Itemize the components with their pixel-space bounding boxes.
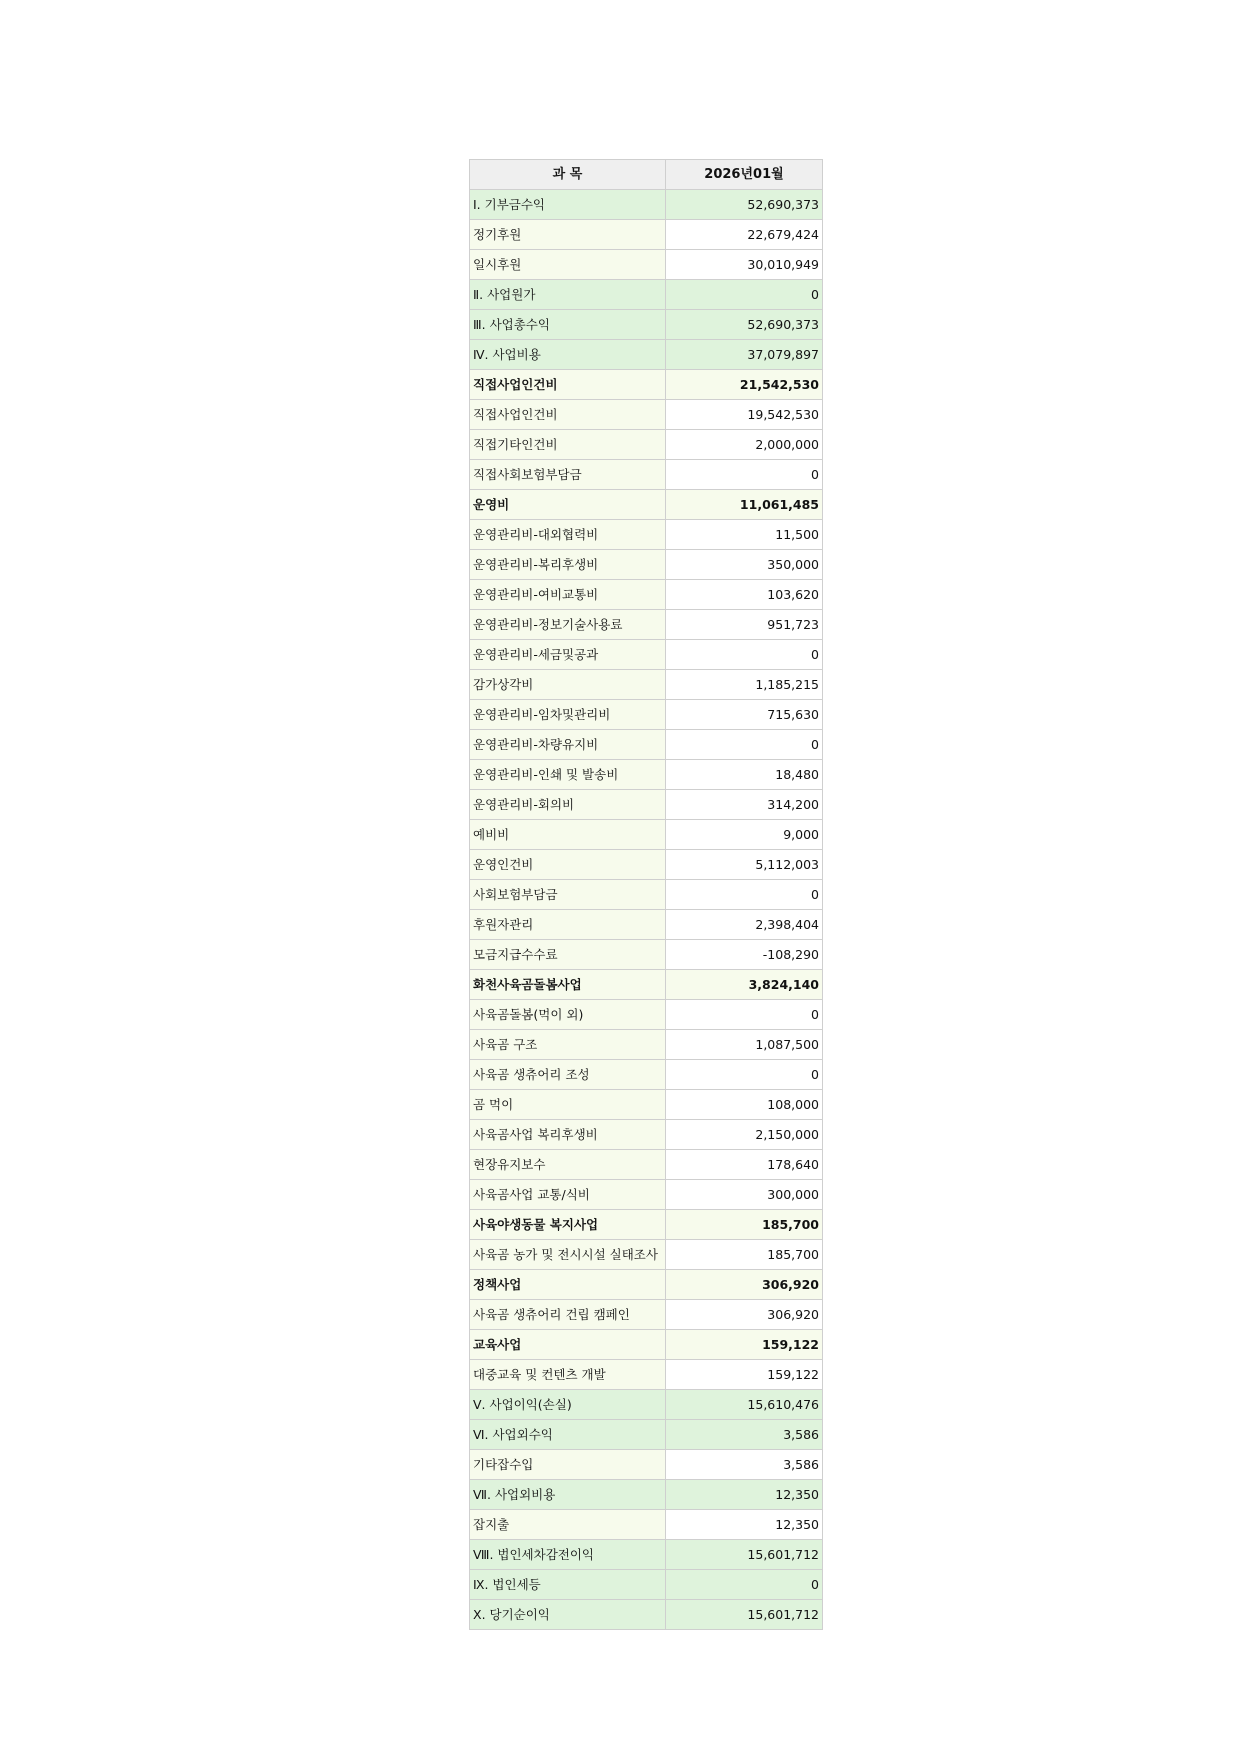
table-row xyxy=(470,1570,823,1600)
account-amount: 108,000 xyxy=(666,1090,823,1120)
table-row xyxy=(470,550,823,580)
account-label: 일시후원 xyxy=(470,250,666,280)
account-amount: 0 xyxy=(666,1000,823,1030)
table-row xyxy=(470,280,823,310)
account-label: 정기후원 xyxy=(470,220,666,250)
account-amount: 314,200 xyxy=(666,790,823,820)
table-row xyxy=(470,1450,823,1480)
header-account: 과 목 xyxy=(470,160,666,190)
account-label: 직접사업인건비 xyxy=(470,370,666,400)
account-label: Ⅸ. 법인세등 xyxy=(470,1570,666,1600)
table-row xyxy=(470,1210,823,1240)
account-label: 운영관리비-임차및관리비 xyxy=(470,700,666,730)
table-row xyxy=(470,1030,823,1060)
table-row xyxy=(470,1180,823,1210)
account-label: 운영관리비-여비교통비 xyxy=(470,580,666,610)
table-row xyxy=(470,820,823,850)
account-amount: 2,150,000 xyxy=(666,1120,823,1150)
account-label: Ⅹ. 당기순이익 xyxy=(470,1600,666,1630)
table-row xyxy=(470,1120,823,1150)
account-label: 현장유지보수 xyxy=(470,1150,666,1180)
account-amount: 159,122 xyxy=(666,1360,823,1390)
account-label: 운영관리비-인쇄 및 발송비 xyxy=(470,760,666,790)
account-amount: 21,542,530 xyxy=(666,370,823,400)
table-row xyxy=(470,190,823,220)
account-label: 기타잡수입 xyxy=(470,1450,666,1480)
table-header-row xyxy=(470,160,823,190)
account-amount: 19,542,530 xyxy=(666,400,823,430)
table-row xyxy=(470,700,823,730)
account-label: 대중교육 및 컨텐츠 개발 xyxy=(470,1360,666,1390)
account-label: Ⅵ. 사업외수익 xyxy=(470,1420,666,1450)
account-label: 사육곰 생츄어리 조성 xyxy=(470,1060,666,1090)
account-label: Ⅳ. 사업비용 xyxy=(470,340,666,370)
account-label: 사회보험부담금 xyxy=(470,880,666,910)
account-label: 직접기타인건비 xyxy=(470,430,666,460)
table-row xyxy=(470,370,823,400)
account-amount: 52,690,373 xyxy=(666,190,823,220)
account-label: Ⅷ. 법인세차감전이익 xyxy=(470,1540,666,1570)
account-amount: 11,061,485 xyxy=(666,490,823,520)
account-label: 화천사육곰돌봄사업 xyxy=(470,970,666,1000)
income-statement-table xyxy=(469,159,823,1630)
account-label: 사육곰사업 교통/식비 xyxy=(470,1180,666,1210)
account-label: 사육야생동물 복지사업 xyxy=(470,1210,666,1240)
account-amount: 0 xyxy=(666,280,823,310)
account-amount: 18,480 xyxy=(666,760,823,790)
table-row xyxy=(470,610,823,640)
table-row xyxy=(470,1000,823,1030)
table-row xyxy=(470,760,823,790)
table-row xyxy=(470,220,823,250)
account-amount: 30,010,949 xyxy=(666,250,823,280)
account-amount: 0 xyxy=(666,880,823,910)
account-amount: 0 xyxy=(666,1570,823,1600)
account-amount: 3,824,140 xyxy=(666,970,823,1000)
table-row xyxy=(470,1390,823,1420)
account-amount: 306,920 xyxy=(666,1270,823,1300)
account-label: 사육곰돌봄(먹이 외) xyxy=(470,1000,666,1030)
account-label: 운영관리비-대외협력비 xyxy=(470,520,666,550)
account-amount: 185,700 xyxy=(666,1210,823,1240)
table-row xyxy=(470,1480,823,1510)
account-label: 곰 먹이 xyxy=(470,1090,666,1120)
account-amount: 1,087,500 xyxy=(666,1030,823,1060)
account-label: 직접사회보험부담금 xyxy=(470,460,666,490)
table-row xyxy=(470,310,823,340)
account-label: 사육곰 생츄어리 건립 캠페인 xyxy=(470,1300,666,1330)
account-label: 사육곰사업 복리후생비 xyxy=(470,1120,666,1150)
account-amount: 951,723 xyxy=(666,610,823,640)
account-label: 운영인건비 xyxy=(470,850,666,880)
account-amount: 3,586 xyxy=(666,1450,823,1480)
account-amount: 103,620 xyxy=(666,580,823,610)
table-row xyxy=(470,1270,823,1300)
table-row xyxy=(470,910,823,940)
table-row xyxy=(470,400,823,430)
account-amount: 2,398,404 xyxy=(666,910,823,940)
account-amount: 11,500 xyxy=(666,520,823,550)
account-label: 교육사업 xyxy=(470,1330,666,1360)
header-period: 2026년01월 xyxy=(666,160,823,190)
table-row xyxy=(470,1300,823,1330)
account-amount: 300,000 xyxy=(666,1180,823,1210)
account-amount: 1,185,215 xyxy=(666,670,823,700)
table-row xyxy=(470,250,823,280)
account-amount: 350,000 xyxy=(666,550,823,580)
account-amount: 178,640 xyxy=(666,1150,823,1180)
account-label: 잡지출 xyxy=(470,1510,666,1540)
table-row xyxy=(470,1330,823,1360)
account-label: 운영관리비-세금및공과 xyxy=(470,640,666,670)
account-amount: 0 xyxy=(666,460,823,490)
table-row xyxy=(470,430,823,460)
account-label: 감가상각비 xyxy=(470,670,666,700)
account-amount: 15,601,712 xyxy=(666,1600,823,1630)
table-row xyxy=(470,850,823,880)
account-amount: 15,610,476 xyxy=(666,1390,823,1420)
table-row xyxy=(470,640,823,670)
account-label: Ⅱ. 사업원가 xyxy=(470,280,666,310)
account-label: Ⅲ. 사업총수익 xyxy=(470,310,666,340)
table-row xyxy=(470,580,823,610)
account-label: 운영관리비-정보기술사용료 xyxy=(470,610,666,640)
table-row xyxy=(470,880,823,910)
account-amount: 52,690,373 xyxy=(666,310,823,340)
account-amount: 306,920 xyxy=(666,1300,823,1330)
account-label: 예비비 xyxy=(470,820,666,850)
account-label: 사육곰 구조 xyxy=(470,1030,666,1060)
table-row xyxy=(470,940,823,970)
account-amount: 22,679,424 xyxy=(666,220,823,250)
account-amount: 12,350 xyxy=(666,1510,823,1540)
account-amount: 0 xyxy=(666,730,823,760)
table-body xyxy=(470,190,823,1630)
account-label: 운영관리비-회의비 xyxy=(470,790,666,820)
table-row xyxy=(470,1510,823,1540)
account-label: 후원자관리 xyxy=(470,910,666,940)
table-row xyxy=(470,1090,823,1120)
table-row xyxy=(470,340,823,370)
account-label: 모금지급수수료 xyxy=(470,940,666,970)
account-label: 운영관리비-차량유지비 xyxy=(470,730,666,760)
account-label: 운영비 xyxy=(470,490,666,520)
account-amount: 715,630 xyxy=(666,700,823,730)
table-row xyxy=(470,670,823,700)
account-amount: 0 xyxy=(666,1060,823,1090)
account-amount: 3,586 xyxy=(666,1420,823,1450)
table-row xyxy=(470,1600,823,1630)
table-row xyxy=(470,970,823,1000)
table-row xyxy=(470,1240,823,1270)
account-amount: 159,122 xyxy=(666,1330,823,1360)
account-label: Ⅰ. 기부금수익 xyxy=(470,190,666,220)
table-row xyxy=(470,790,823,820)
account-label: 운영관리비-복리후생비 xyxy=(470,550,666,580)
account-amount: 9,000 xyxy=(666,820,823,850)
table-row xyxy=(470,1060,823,1090)
table-row xyxy=(470,1360,823,1390)
account-amount: 0 xyxy=(666,640,823,670)
account-label: 사육곰 농가 및 전시시설 실태조사 xyxy=(470,1240,666,1270)
table-row xyxy=(470,1540,823,1570)
account-amount: 37,079,897 xyxy=(666,340,823,370)
table-row xyxy=(470,460,823,490)
account-amount: 15,601,712 xyxy=(666,1540,823,1570)
account-amount: 12,350 xyxy=(666,1480,823,1510)
table-row xyxy=(470,490,823,520)
account-amount: 5,112,003 xyxy=(666,850,823,880)
account-label: Ⅶ. 사업외비용 xyxy=(470,1480,666,1510)
account-label: Ⅴ. 사업이익(손실) xyxy=(470,1390,666,1420)
table-row xyxy=(470,520,823,550)
account-amount: 185,700 xyxy=(666,1240,823,1270)
account-label: 정책사업 xyxy=(470,1270,666,1300)
table-row xyxy=(470,1150,823,1180)
account-amount: -108,290 xyxy=(666,940,823,970)
income-statement xyxy=(469,159,822,1630)
account-label: 직접사업인건비 xyxy=(470,400,666,430)
table-row xyxy=(470,1420,823,1450)
account-amount: 2,000,000 xyxy=(666,430,823,460)
table-row xyxy=(470,730,823,760)
